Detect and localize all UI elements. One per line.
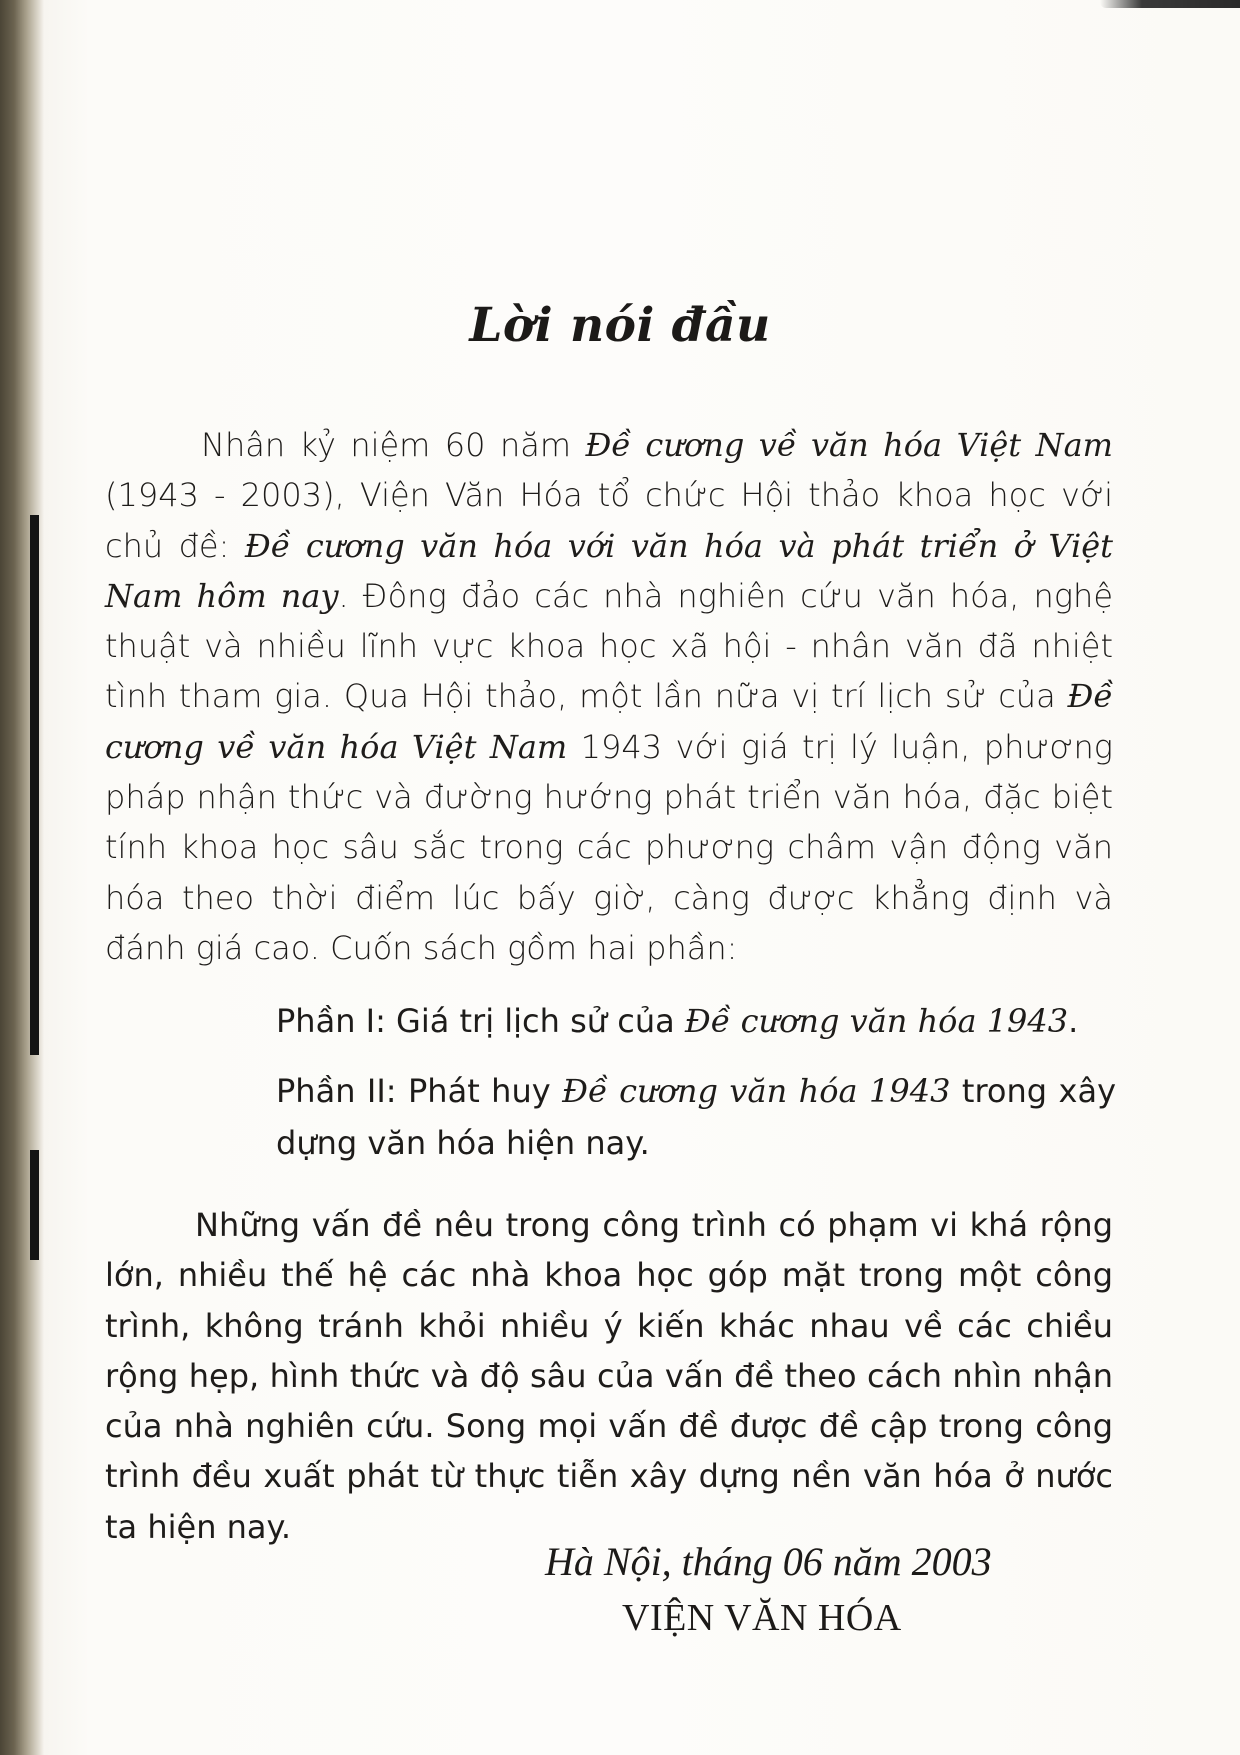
- book-parts-list: [276, 995, 1116, 1169]
- intro-text-3: . Đông đảo các nhà nghiên cứu văn hóa, nghệ thuật và nhiều lĩnh vực khoa học xã hội - nhân văn đã nhiệt tình tham gia. Qua Hội thảo, một lần nữa vị trí lịch sử của: [105, 576, 1114, 716]
- intro-text-4: 1943 với giá trị lý luận, phương pháp nhận thức và đường hướng phát triển văn hóa, đặc biệt tính khoa học sâu sắc trong các phương châm vận động văn hóa theo thời điểm lúc bấy giờ, càng được khẳng định và đánh giá cao. Cuốn sách gồm hai phần:: [105, 727, 1114, 967]
- place-date: Hà Nội, tháng 06 năm 2003: [545, 1539, 992, 1584]
- intro-italic-title-2: Đề cương văn hóa với văn hóa và phát triển ở Việt Nam hôm nay: [105, 526, 1114, 615]
- closing-paragraph: [105, 1200, 1113, 1552]
- part-1-suffix: .: [1068, 1002, 1079, 1040]
- part-2-suffix: trong xây dựng văn hóa hiện nay.: [276, 1072, 1117, 1162]
- intro-italic-title-1: Đề cương về văn hóa Việt Nam: [585, 426, 1114, 464]
- intro-paragraph: [105, 420, 1113, 973]
- part-2-title: Đề cương văn hóa 1943: [562, 1072, 951, 1110]
- intro-text: [105, 420, 1113, 973]
- part-2: [276, 1065, 1116, 1169]
- intro-italic-title-3: Đề cương về văn hóa Việt Nam: [105, 677, 1113, 766]
- part-1-title: Đề cương văn hóa 1943: [684, 1002, 1069, 1040]
- page-title: Lời nói đầu: [469, 298, 771, 353]
- closing-text: Những vấn đề nêu trong công trình có phạm vi khá rộng lớn, nhiều thế hệ các nhà khoa học góp mặt trong một công trình, không tránh khỏi nhiều ý kiến khác nhau về các chiều rộng hẹp, hình thức và độ sâu của vấn đề theo cách nhìn nhận của nhà nghiên cứu. Song mọi vấn đề được đề cập trong công trình đều xuất phát từ thực tiễn xây dựng nền văn hóa ở nước ta hiện nay.: [105, 1206, 1113, 1546]
- part-1-prefix: Phần I: Giá trị lịch sử của: [276, 1002, 685, 1040]
- edge-mark: [30, 1150, 39, 1260]
- part-1: [276, 995, 1116, 1047]
- top-edge-shadow: [1100, 0, 1240, 8]
- part-2-prefix: Phần II: Phát huy: [276, 1072, 563, 1110]
- organization-name: VIỆN VĂN HÓA: [622, 1597, 902, 1639]
- edge-mark: [30, 515, 39, 1055]
- intro-text-1: Nhân kỷ niệm 60 năm: [201, 426, 586, 464]
- intro-text-2: (1943 - 2003), Viện Văn Hóa tổ chức Hội thảo khoa học với chủ đề:: [105, 476, 1113, 565]
